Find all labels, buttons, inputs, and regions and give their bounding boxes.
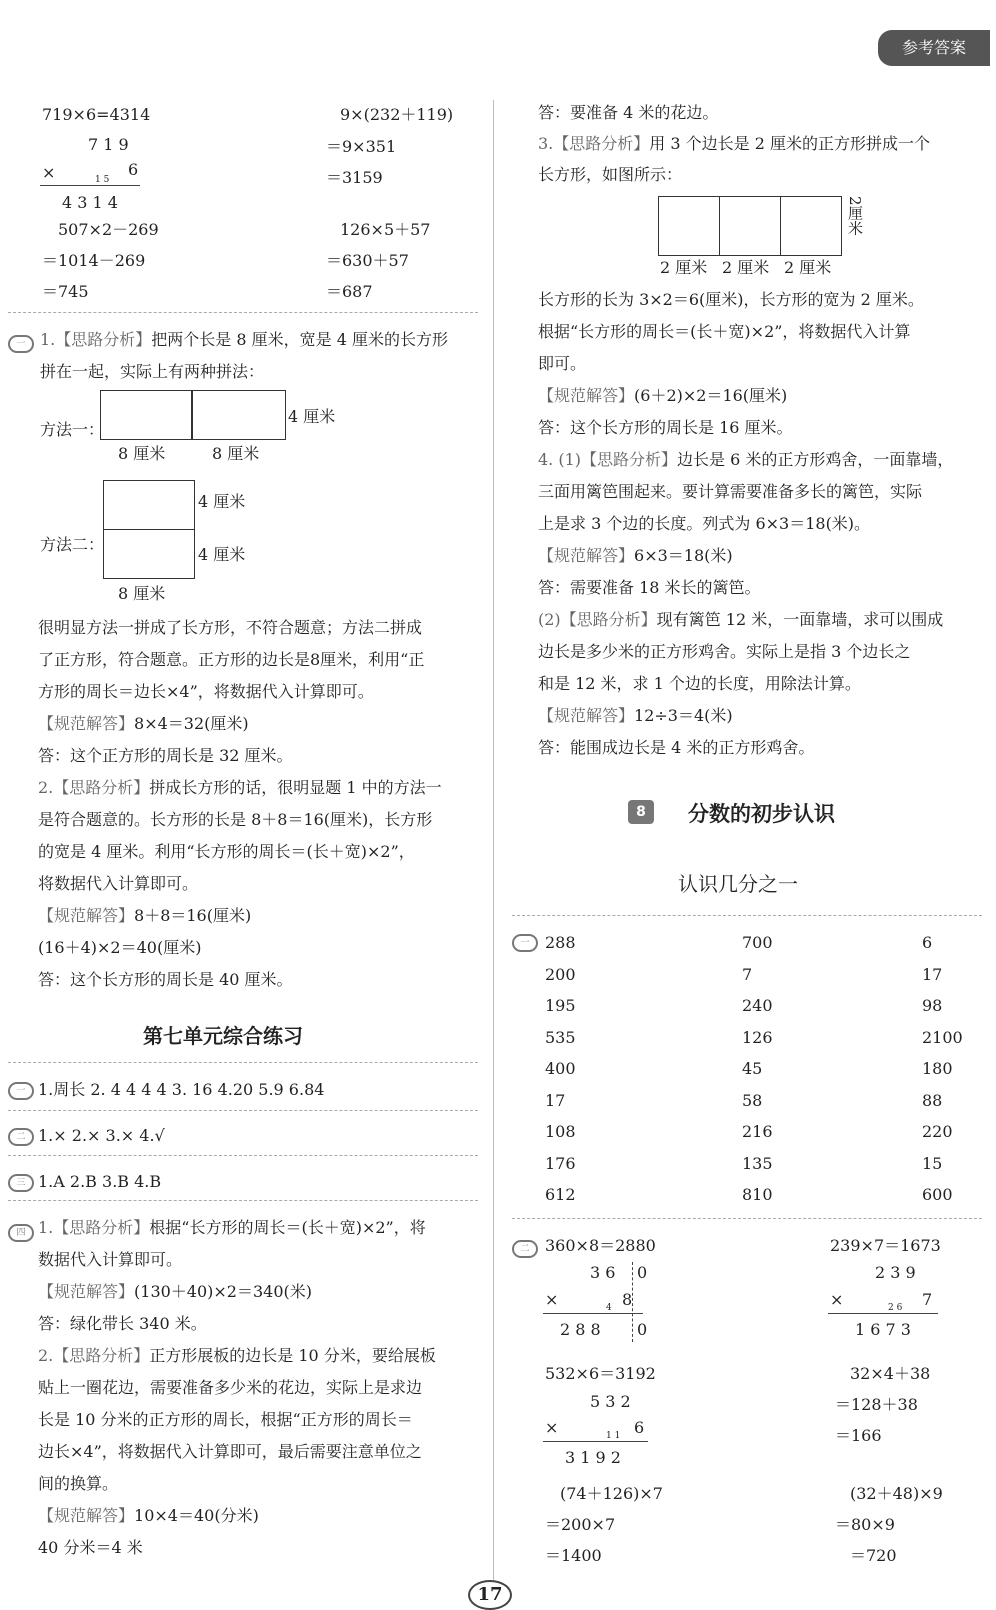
analysis-label: 2.【思路分析】 — [38, 778, 150, 797]
page-number: 17 — [468, 1580, 512, 1610]
unit-title: 第七单元综合练习 — [143, 1024, 303, 1048]
text-line: 数据代入计算即可。 — [38, 1250, 183, 1269]
table-cell: 98 — [922, 996, 943, 1015]
answer-line: 答：绿化带长 340 米。 — [38, 1314, 207, 1333]
calc-line: 0 — [637, 1263, 648, 1282]
method-label: 方法二： — [40, 535, 105, 554]
section-divider — [512, 915, 982, 916]
table-cell: 17 — [545, 1090, 566, 1110]
section-divider — [512, 1218, 982, 1219]
calc-line: ＝745 — [42, 282, 89, 301]
calc-line: ＝1014－269 — [42, 251, 146, 270]
calc-line: 7 — [922, 1290, 933, 1309]
table-cell: 216 — [742, 1122, 773, 1141]
calc-line: 0 — [637, 1320, 648, 1339]
table-cell: 612 — [545, 1185, 576, 1204]
calc-line: ＝9×351 — [326, 137, 397, 156]
text-line: 长方形，如图所示： — [538, 165, 683, 184]
calc-rule — [828, 1313, 938, 1314]
solution-label: 【规范解答】 — [538, 706, 635, 725]
calc-line: 239×7＝1673 — [830, 1236, 941, 1255]
text-line: 将数据代入计算即可。 — [38, 874, 199, 893]
table-cell: 2100 — [922, 1027, 963, 1047]
text-line: 现有篱笆 12 米，一面靠墙，求可以围成 — [656, 610, 944, 629]
table-cell: 6 — [922, 933, 933, 952]
table-cell: 200 — [545, 964, 576, 984]
table-cell: 135 — [742, 1153, 773, 1173]
text-line: 8×4＝32(厘米) — [134, 714, 249, 733]
calc-line: 5 3 2 — [590, 1392, 631, 1411]
text-line: 正方形展板的边长是 10 分米，要给展板 — [149, 1346, 436, 1365]
section-icon: 一 — [8, 1082, 34, 1100]
text-line: 了正方形，符合题意。正方形的边长是8厘米，利用“正 — [38, 650, 425, 669]
answer-key-badge: 参考答案 — [878, 30, 990, 66]
calc-line: × — [545, 1290, 559, 1309]
calc-line: 4 3 1 4 — [62, 193, 118, 212]
calc-line: 32×4＋38 — [850, 1364, 931, 1383]
dim-label: 2 厘米 — [722, 258, 770, 277]
text-line: 三面用篱笆围起来。要计算需要准备多长的篱笆，实际 — [538, 482, 923, 501]
table-cell: 176 — [545, 1153, 576, 1173]
dim-label: 8 厘米 — [118, 444, 166, 463]
answer-row: 1.周长 2. 4 4 4 4 3. 16 4.20 5.9 6.84 — [38, 1080, 325, 1099]
text-line: 上是求 3 个边的长度。列式为 6×3＝18(米)。 — [538, 514, 871, 533]
calc-line: 360×8＝2880 — [545, 1236, 656, 1255]
answer-line: 答：这个长方形的周长是 40 厘米。 — [38, 970, 293, 989]
solution-label: 【规范解答】 — [38, 1506, 135, 1525]
calc-line: (32＋48)×9 — [850, 1484, 943, 1503]
calc-line: 8 — [622, 1290, 633, 1309]
solution-label: 【规范解答】 — [38, 1282, 135, 1301]
section-divider — [8, 1200, 478, 1201]
calc-line: 532×6＝3192 — [545, 1364, 656, 1383]
calc-line: 7 1 9 — [88, 135, 129, 154]
analysis-label: 1.【思路分析】 — [38, 1218, 150, 1237]
answer-row: 1.A 2.B 3.B 4.B — [38, 1172, 162, 1191]
text-line: 边长是 6 米的正方形鸡舍，一面靠墙， — [677, 450, 954, 469]
calc-line: 2 3 9 — [875, 1263, 916, 1282]
text-line: 的宽是 4 厘米。利用“长方形的周长＝(长＋宽)×2”， — [38, 842, 415, 861]
answer-line: 答：要准备 4 米的花边。 — [538, 103, 719, 122]
rect-diagram — [100, 390, 192, 440]
calc-line: ＝687 — [326, 282, 373, 301]
dim-label: 2 厘米 — [660, 258, 708, 277]
table-cell: 220 — [922, 1122, 953, 1141]
text-line: 拼在一起，实际上有两种拼法： — [40, 362, 265, 381]
solution-label: 【规范解答】 — [538, 546, 635, 565]
table-cell: 600 — [922, 1185, 953, 1204]
table-cell: 108 — [545, 1122, 576, 1141]
calc-carry: 1 5 — [95, 175, 110, 185]
calc-line: ＝3159 — [326, 168, 383, 187]
calc-rule — [543, 1313, 643, 1314]
rect-diagram — [192, 390, 286, 440]
table-cell: 58 — [742, 1090, 763, 1110]
text-line: 6×3＝18(米) — [634, 546, 733, 565]
table-cell: 45 — [742, 1059, 763, 1078]
section-icon: 一 — [8, 335, 34, 353]
calc-carry: 4 — [606, 1303, 612, 1313]
calc-line: ＝128＋38 — [835, 1395, 918, 1414]
analysis-label: (2)【思路分析】 — [538, 610, 657, 629]
text-line: 根据“长方形的周长＝(长＋宽)×2”，将 — [149, 1218, 426, 1237]
text-line: 间的换算。 — [38, 1474, 119, 1493]
answer-line: 答：需要准备 18 米长的篱笆。 — [538, 578, 761, 597]
calc-line: 6 — [128, 160, 139, 179]
table-cell: 240 — [742, 996, 773, 1015]
dim-label: 2 厘米 — [784, 258, 832, 277]
section-icon: 四 — [8, 1224, 34, 1242]
calc-line: ＝630＋57 — [326, 251, 409, 270]
calc-line: 3 6 — [590, 1263, 616, 1282]
calc-guide — [632, 1262, 633, 1342]
table-cell: 400 — [545, 1059, 576, 1078]
table-cell: 810 — [742, 1185, 773, 1204]
text-line: 即可。 — [538, 354, 587, 373]
text-line: 长方形的长为 3×2＝6(厘米)，长方形的宽为 2 厘米。 — [538, 290, 924, 309]
dim-label: 4 厘米 — [198, 492, 246, 511]
dim-label: 8 厘米 — [212, 444, 260, 463]
chapter-number: 8 — [628, 800, 654, 824]
text-line: 40 分米＝4 米 — [38, 1538, 143, 1557]
rect-diagram — [103, 480, 195, 530]
calc-line: 2 8 8 — [560, 1320, 601, 1339]
section-divider — [8, 312, 478, 313]
text-line: 12÷3＝4(米) — [634, 706, 733, 725]
rect-diagram — [103, 529, 195, 579]
text-line: 用 3 个边长是 2 厘米的正方形拼成一个 — [649, 134, 930, 153]
calc-rule — [543, 1441, 648, 1442]
solution-label: 【规范解答】 — [38, 906, 135, 925]
calc-line: ＝80×9 — [835, 1515, 895, 1534]
calc-rule — [40, 185, 140, 186]
table-cell: 15 — [922, 1153, 943, 1173]
chapter-title: 分数的初步认识 — [688, 802, 835, 826]
dim-label: 4 厘米 — [288, 407, 336, 426]
table-cell: 195 — [545, 996, 576, 1015]
analysis-label: 4. (1)【思路分析】 — [538, 450, 678, 469]
table-cell: 700 — [742, 933, 773, 952]
method-label: 方法一： — [40, 420, 105, 439]
calc-line: 126×5＋57 — [340, 220, 431, 239]
solution-label: 【规范解答】 — [38, 714, 135, 733]
calc-line: 507×2－269 — [58, 220, 159, 239]
table-cell: 288 — [545, 933, 576, 952]
calc-line: × — [545, 1418, 559, 1437]
text-line: 8＋8＝16(厘米) — [134, 906, 252, 925]
square-diagram — [658, 196, 720, 256]
calc-line: ＝166 — [835, 1426, 882, 1445]
dim-label: 8 厘米 — [118, 584, 166, 603]
calc-line: × — [42, 163, 56, 182]
section-title: 认识几分之一 — [678, 872, 798, 896]
text-line: 把两个长是 8 厘米，宽是 4 厘米的长方形 — [151, 330, 448, 349]
table-cell: 88 — [922, 1090, 943, 1110]
square-diagram — [719, 196, 781, 256]
calc-line: ＝720 — [850, 1546, 897, 1565]
calc-carry: 1 1 — [606, 1431, 621, 1441]
analysis-label: 1.【思路分析】 — [40, 330, 152, 349]
calc-line: (74＋126)×7 — [560, 1484, 663, 1503]
section-icon: 三 — [8, 1174, 34, 1192]
calc-line: 9×(232＋119) — [340, 105, 454, 124]
text-line: (16＋4)×2＝40(厘米) — [38, 938, 202, 957]
answer-row: 1.× 2.× 3.× 4.√ — [38, 1126, 165, 1145]
dim-label: 2厘米 — [846, 196, 864, 236]
text-line: 贴上一圈花边，需要准备多少米的花边，实际上是求边 — [38, 1378, 423, 1397]
calc-line: × — [830, 1290, 844, 1309]
text-line: (130＋40)×2＝340(米) — [134, 1282, 313, 1301]
text-line: 是符合题意的。长方形的长是 8＋8＝16(厘米)，长方形 — [38, 810, 433, 829]
answer-line: 答：这个长方形的周长是 16 厘米。 — [538, 418, 793, 437]
calc-line: 3 1 9 2 — [565, 1448, 621, 1467]
section-divider — [8, 1062, 478, 1063]
text-line: (6＋2)×2＝16(厘米) — [634, 386, 788, 405]
column-divider — [493, 100, 494, 1580]
text-line: 方形的周长＝边长×4”，将数据代入计算即可。 — [38, 682, 374, 701]
text-line: 10×4＝40(分米) — [134, 1506, 259, 1525]
calc-carry: 2 6 — [888, 1303, 903, 1313]
text-line: 和是 12 米，求 1 个边的长度，用除法计算。 — [538, 674, 861, 693]
text-line: 很明显方法一拼成了长方形，不符合题意；方法二拼成 — [38, 618, 423, 637]
answer-line: 答：这个正方形的周长是 32 厘米。 — [38, 746, 293, 765]
table-cell: 7 — [742, 964, 753, 984]
calc-line: 6 — [634, 1418, 645, 1437]
text-line: 根据“长方形的周长＝(长＋宽)×2”，将数据代入计算 — [538, 322, 911, 341]
table-cell: 535 — [545, 1027, 576, 1047]
calc-line: 1 6 7 3 — [855, 1320, 911, 1339]
calc-line: 719×6=4314 — [42, 105, 151, 124]
answer-line: 答：能围成边长是 4 米的正方形鸡舍。 — [538, 738, 815, 757]
square-diagram — [780, 196, 842, 256]
dim-label: 4 厘米 — [198, 545, 246, 564]
table-cell: 180 — [922, 1059, 953, 1078]
calc-line: ＝1400 — [545, 1546, 602, 1565]
section-icon: 二 — [8, 1128, 34, 1146]
text-line: 边长是多少米的正方形鸡舍。实际上是指 3 个边长之 — [538, 642, 911, 661]
text-line: 长是 10 分米的正方形的周长，根据“正方形的周长＝ — [38, 1410, 413, 1429]
section-divider — [8, 1155, 478, 1156]
text-line: 拼成长方形的话，很明显题 1 中的方法一 — [149, 778, 442, 797]
table-cell: 17 — [922, 964, 943, 984]
solution-label: 【规范解答】 — [538, 386, 635, 405]
section-icon: 二 — [512, 1240, 538, 1258]
text-line: 边长×4”，将数据代入计算即可，最后需要注意单位之 — [38, 1442, 422, 1461]
analysis-label: 3.【思路分析】 — [538, 134, 650, 153]
section-icon: 一 — [512, 934, 538, 952]
analysis-label: 2.【思路分析】 — [38, 1346, 150, 1365]
table-cell: 126 — [742, 1027, 773, 1047]
calc-line: ＝200×7 — [545, 1515, 616, 1534]
section-divider — [8, 1110, 478, 1111]
